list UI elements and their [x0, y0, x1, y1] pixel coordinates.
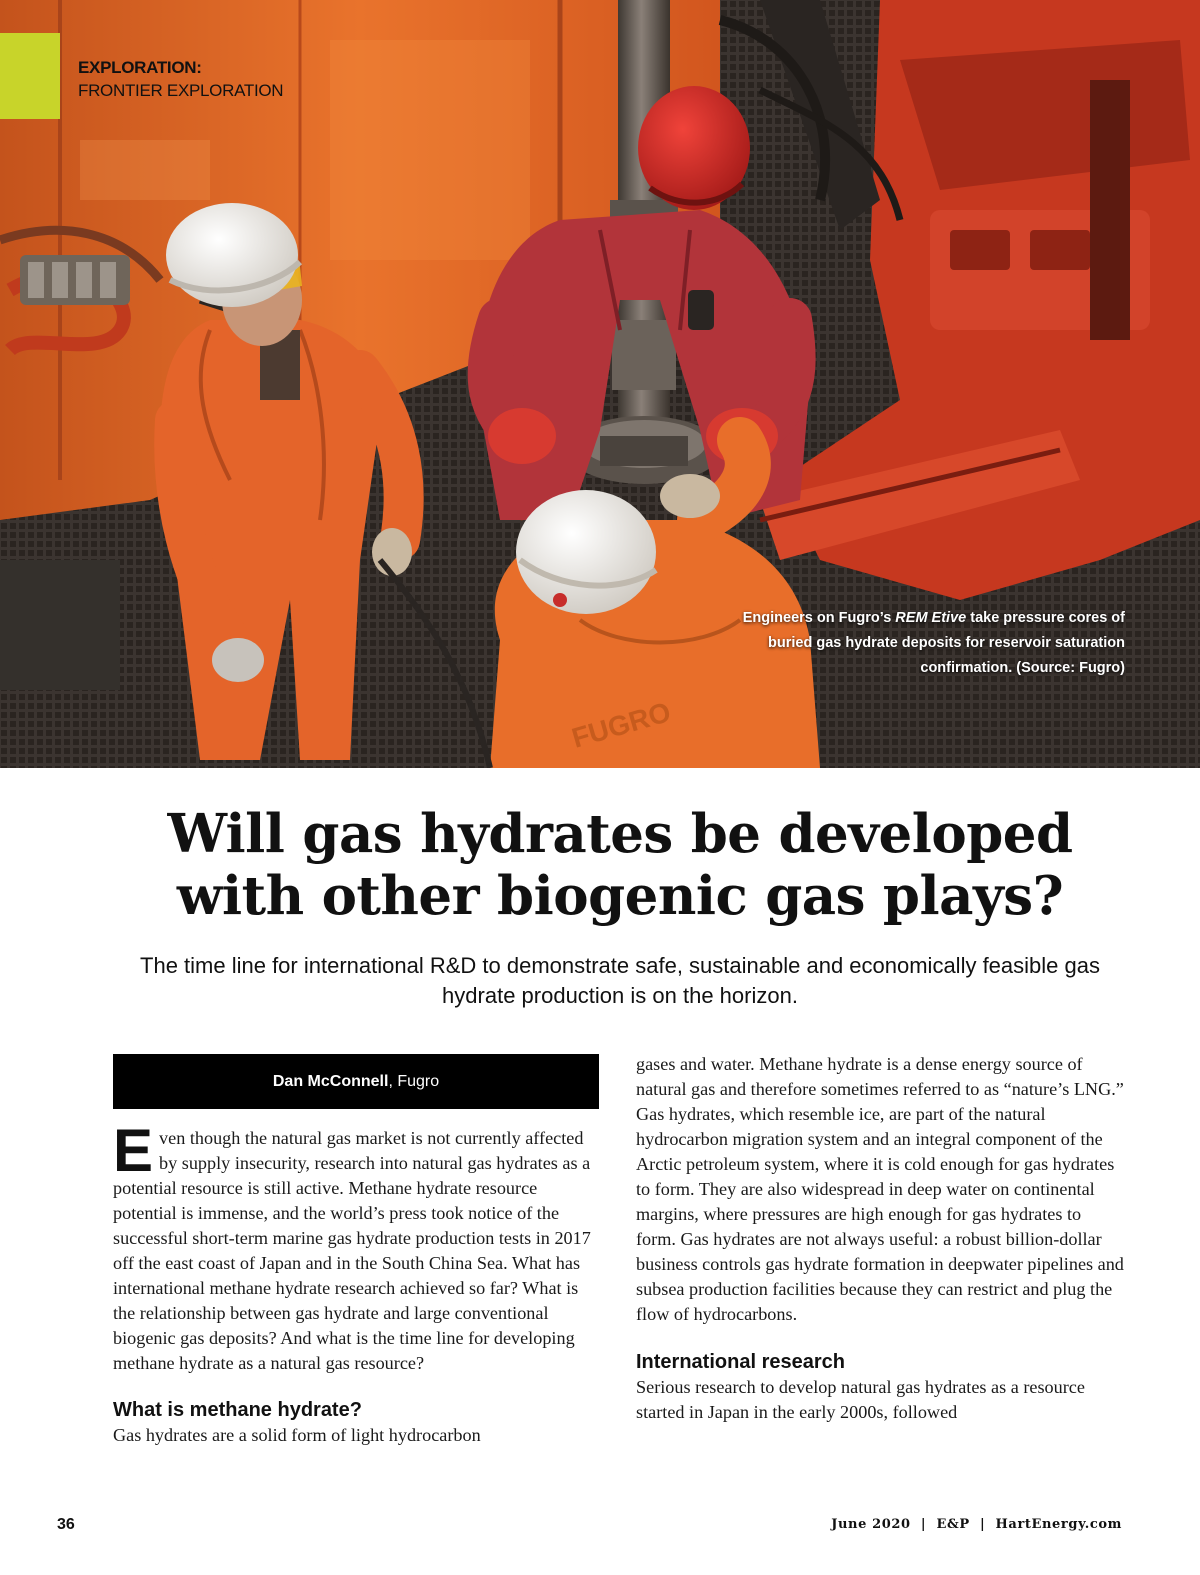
article-headline: Will gas hydrates be developed with other biogenic gas plays?: [167, 803, 1073, 927]
coverall-logo: FUGRO: [568, 696, 675, 754]
methane-hydrate-paragraph-start: Gas hydrates are a solid form of light hydrocarbon: [113, 1425, 481, 1445]
section-label: [78, 56, 283, 102]
subhead-international-research: International research: [636, 1351, 845, 1373]
methane-hydrate-paragraph-continued: gases and water. Methane hydrate is a dense energy source of natural gas and therefore sometimes referred to as “nature’s LNG.” Gas hydrates, which resemble ice, are part of the natural hydrocarbon migration system and an integral component of the Arctic petroleum system, where it is cold enough for gas hydrates to form. They are also widespread in deep water on continental margins, where pressures are high enough for gas hydrates to form. Gas hydrates are not always useful: a robust billion-dollar business controls gas hydrate formation in deepwater pipelines and subsea production facilities because they can restrict and plug the flow of hydrocarbons.: [636, 1054, 1124, 1324]
caption-text-end: take pressure cores of buried gas hydrate deposits for reservoir saturation confirmation. (Source: Fugro): [768, 610, 1125, 676]
footer-issue-line: June 2020 | E&P | HartEnergy.com: [831, 1517, 1122, 1532]
section-tab-marker: [0, 33, 60, 119]
intro-paragraph: [113, 1117, 600, 1376]
byline-bar: [113, 1054, 599, 1109]
article-column-left: [113, 1117, 600, 1448]
subhead-methane-hydrate: What is methane hydrate?: [113, 1399, 362, 1421]
section-subcategory: FRONTIER EXPLORATION: [78, 81, 284, 100]
page-number: 36: [57, 1516, 75, 1533]
intro-text: ven though the natural gas market is not currently affected by supply insecurity, research into natural gas hydrates as a potential resource is still active. Methane hydrate resource potential is immense, and the world’s press took notice of the successful short-term marine gas hydrate production tests in 2017 off the east coast of Japan and in the South China Sea. What has international methane hydrate research achieved so far? What is the relationship between gas hydrate and large conventional biogenic gas deposits? And what is the time line for developing methane hydrate as a natural gas resource?: [113, 1128, 591, 1373]
caption-vessel-name: REM Etive: [895, 610, 967, 626]
byline-author: Dan McConnell: [272, 1072, 389, 1090]
hero-photo: [0, 0, 1200, 768]
caption-text-start: Engineers on Fugro’s: [742, 610, 896, 626]
section-category: EXPLORATION:: [78, 58, 202, 77]
drop-cap: E: [113, 1117, 154, 1184]
article-deck: The time line for international R&D to demonstrate safe, sustainable and economically feasible gas hydrate production is on the horizon.: [140, 953, 1100, 1008]
photo-caption: [705, 606, 1125, 681]
front-white-hard-hat: [516, 490, 656, 614]
international-research-paragraph: Serious research to develop natural gas hydrates as a resource started in Japan in the early 2000s, followed: [636, 1377, 1085, 1422]
byline-affiliation: , Fugro: [388, 1072, 440, 1090]
article-column-right: [636, 1052, 1124, 1425]
